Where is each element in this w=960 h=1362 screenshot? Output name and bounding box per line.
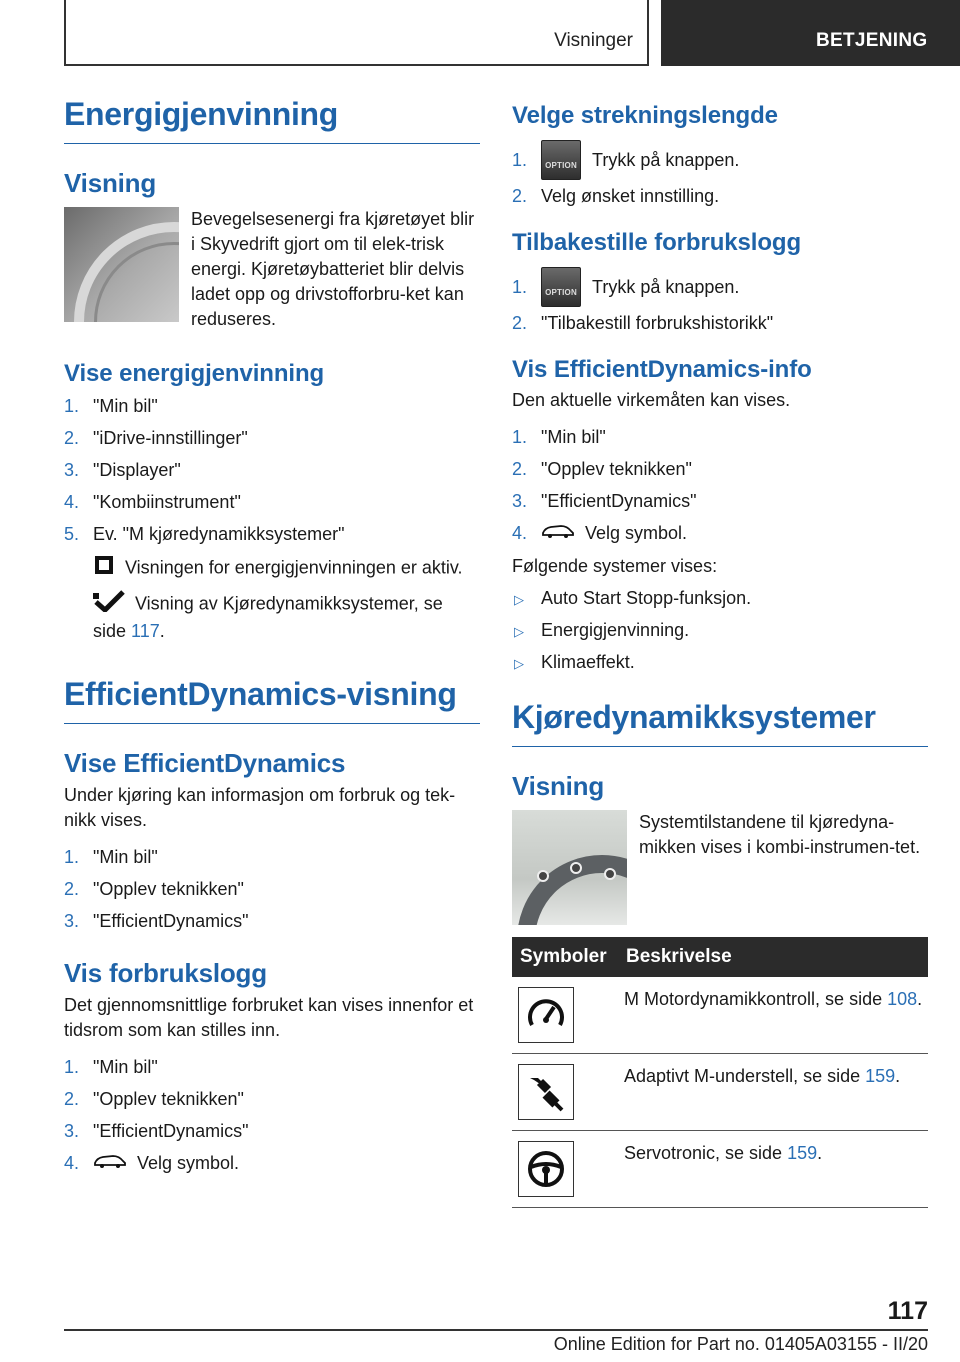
page-link-117[interactable]: 117 — [131, 621, 160, 641]
visning2-text: Systemtilstandene til kjøredyna-mikken vises i kombi-instrumen-tet. — [639, 812, 921, 857]
checkbox-unchecked-icon — [93, 555, 115, 582]
heading-vise-efficientdynamics: Vise EfficientDynamics — [64, 748, 346, 778]
vise-energi-steps — [64, 394, 480, 547]
list-item: 3. "EfficientDynamics" — [512, 491, 697, 511]
checkmark-icon — [93, 590, 125, 619]
list-item: 2. "Opplev teknikken" — [64, 879, 244, 899]
header-chapter-label: BETJENING — [816, 30, 928, 51]
footer-edition: Online Edition for Part no. 01405A03155 - II/20 — [553, 1334, 928, 1354]
table-row: Servotronic, se side 159. — [512, 1131, 928, 1208]
vise-eff-text: Under kjøring kan informasjon om forbruk og tek-nikk vises. — [64, 785, 456, 830]
list-item: 2. "Opplev teknikken" — [512, 459, 692, 479]
check-note: Visning av Kjøredynamikksystemer, se side 117. — [64, 590, 480, 644]
list-item: ▷ Auto Start Stopp-funksjon. — [514, 588, 752, 608]
visning-block — [64, 207, 480, 332]
heading-efficientdynamics-visning: EfficientDynamics-visning — [64, 676, 480, 724]
servotronic-steering-icon — [518, 1141, 574, 1197]
footer-divider — [64, 1329, 928, 1331]
heading-vis-efficientdynamics-info: Vis EfficientDynamics-info — [512, 356, 812, 383]
page-number: 117 — [887, 1297, 928, 1325]
list-item: 3. "EfficientDynamics" — [64, 911, 249, 931]
list-item: ▷ Klimaeffekt. — [514, 652, 635, 672]
adaptive-suspension-icon — [518, 1064, 574, 1120]
m-dynamic-control-icon — [518, 987, 574, 1043]
list-item: 4. Velg symbol. — [512, 521, 928, 546]
list-item: 1. "Min bil" — [64, 847, 158, 867]
header-section-box — [64, 0, 649, 66]
info-text: Den aktuelle virkemåten kan vises. — [512, 390, 791, 410]
car-symbol-icon — [541, 521, 575, 546]
option-button-icon: OPTION — [541, 140, 581, 180]
driving-dynamics-display-image — [512, 810, 627, 925]
option-button-icon: OPTION — [541, 267, 581, 307]
list-item: 2. "Opplev teknikken" — [64, 1089, 244, 1109]
list-item: 5. Ev. "M kjøredynamikksystemer" — [64, 524, 345, 544]
strek-steps — [512, 140, 928, 209]
table-row: M Motordynamikkontroll, se side 108. — [512, 977, 928, 1054]
energy-recovery-display-image — [64, 207, 179, 322]
tilbake-steps — [512, 267, 928, 336]
list-item: 4. Velg symbol. — [64, 1151, 480, 1176]
list-item: 2. "Tilbakestill forbrukshistorikk" — [512, 313, 774, 333]
table-header-symbols: Symboler — [512, 937, 618, 977]
heading-kjoredynamikksystemer: Kjøredynamikksystemer — [512, 699, 928, 747]
list-item: 1. "Min bil" — [512, 427, 606, 447]
page-link-159[interactable]: 159 — [865, 1066, 896, 1086]
visning2-block — [512, 810, 928, 925]
list-item: 3. "Displayer" — [64, 460, 181, 480]
list-item: ▷ Energigjenvinning. — [514, 620, 690, 640]
forbruk-text: Det gjennomsnittlige forbruket kan vises innenfor et tidsrom som kan stilles inn. — [64, 995, 474, 1040]
heading-visning: Visning — [64, 168, 157, 198]
car-symbol-icon — [93, 1151, 127, 1176]
heading-energigjenvinning: Energigjenvinning — [64, 96, 480, 144]
info-steps — [512, 425, 928, 546]
header-chapter-box — [661, 0, 960, 66]
heading-visning-2: Visning — [512, 771, 605, 801]
right-column — [512, 102, 928, 1208]
list-item: 1. OPTION Trykk på knappen. — [512, 267, 928, 307]
left-column — [64, 96, 480, 1184]
vise-eff-steps — [64, 845, 480, 934]
list-item: 2. Velg ønsket innstilling. — [512, 186, 720, 206]
list-item: 4. "Kombiinstrument" — [64, 492, 241, 512]
header-section-label: Visninger — [554, 30, 633, 51]
heading-velge-strekningslengde: Velge strekningslengde — [512, 102, 778, 129]
heading-vise-energigjenvinning: Vise energigjenvinning — [64, 360, 325, 387]
table-header-description: Beskrivelse — [618, 937, 928, 977]
checkbox-note: Visningen for energigjenvinningen er aktiv. — [64, 555, 480, 582]
list-item: 2. "iDrive-innstillinger" — [64, 428, 248, 448]
list-item: 1. OPTION Trykk på knappen. — [512, 140, 928, 180]
page-link-159b[interactable]: 159 — [787, 1143, 818, 1163]
symbols-table — [512, 937, 928, 1208]
forbruk-steps — [64, 1055, 480, 1176]
systems-list — [512, 586, 928, 675]
list-item: 1. "Min bil" — [64, 1057, 158, 1077]
page-link-108[interactable]: 108 — [887, 989, 918, 1009]
list-item: 1. "Min bil" — [64, 396, 158, 416]
list-item: 3. "EfficientDynamics" — [64, 1121, 249, 1141]
systems-intro: Følgende systemer vises: — [512, 556, 718, 576]
heading-vis-forbrukslogg: Vis forbrukslogg — [64, 958, 267, 988]
visning-text: Bevegelsesenergi fra kjøretøyet blir i Skyvedrift gjort om til elek-trisk energi. Kjøretøybatteriet blir delvis ladet opp og drivstofforbru-ket kan reduseres. — [191, 209, 475, 329]
heading-tilbakestille-forbrukslogg: Tilbakestille forbrukslogg — [512, 229, 802, 256]
table-row: Adaptivt M-understell, se side 159. — [512, 1054, 928, 1131]
